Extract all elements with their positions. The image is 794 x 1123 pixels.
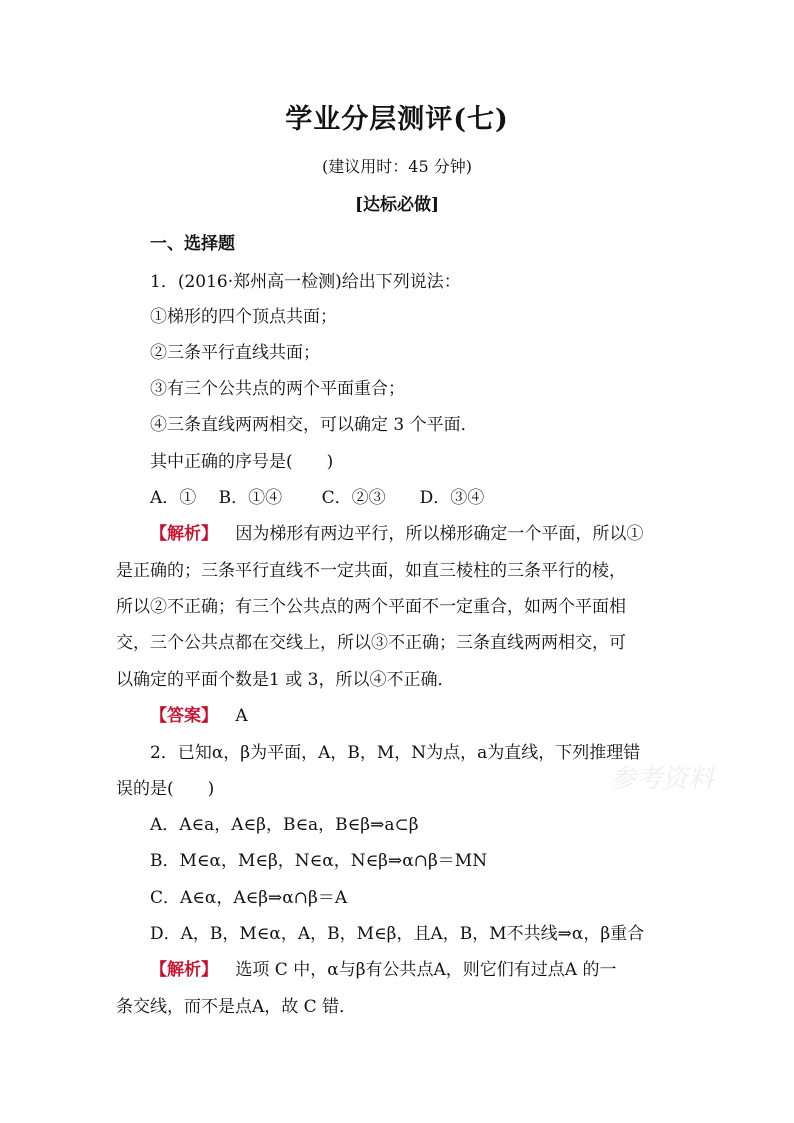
q2-option-c: C．A∈α，A∈β⇒α∩β＝A	[150, 888, 348, 908]
watermark: 参考资料	[610, 764, 715, 794]
q1-analysis-label: 【解析】	[150, 524, 218, 544]
q2-analysis-text-1: 选项 C 中，α与β有公共点A，则它们有过点A 的一	[235, 960, 617, 980]
q1-answer-line	[150, 701, 248, 726]
q1-analysis-text-4: 交，三个公共点都在交线上，所以③不正确；三条直线两两相交，可	[116, 633, 626, 653]
q1-item-3: ③有三个公共点的两个平面重合；	[150, 379, 405, 399]
q2-option-b: B．M∈α，M∈β，N∈α，N∈β⇒α∩β＝MN	[150, 851, 488, 871]
time-suggestion: (建议用时：45 分钟)	[322, 157, 472, 176]
level-tag: [达标必做]	[354, 195, 440, 215]
q1-options: A．① B．①④ C．②③ D．③④	[150, 488, 485, 508]
q1-analysis-text-1: 因为梯形有两边平行，所以梯形确定一个平面，所以①	[235, 524, 644, 544]
section-heading: 一、选择题	[150, 234, 235, 254]
q1-item-4: ④三条直线两两相交，可以确定 3 个平面．	[150, 415, 478, 435]
q2-option-d: D．A，B，M∈α，A，B，M∈β，且A，B，M不共线⇒α，β重合	[150, 924, 645, 944]
page-title: 学业分层测评(七)	[285, 104, 509, 135]
q2-stem-1: 2．已知α，β为平面，A，B，M，N为点，a为直线，下列推理错	[150, 743, 641, 763]
q1-stem: 1．(2016·郑州高一检测)给出下列说法：	[150, 272, 461, 292]
q2-analysis-label: 【解析】	[150, 960, 218, 980]
q1-analysis-text-5: 以确定的平面个数是1 或 3，所以④不正确．	[116, 670, 455, 690]
q1-analysis-text-3: 所以②不正确；有三个公共点的两个平面不一定重合，如两个平面相	[116, 597, 626, 617]
q1-answer-label: 【答案】	[150, 706, 218, 726]
q1-analysis-text-2: 是正确的；三条平行直线不一定共面，如直三棱柱的三条平行的棱，	[116, 561, 626, 581]
q2-option-a: A．A∈a，A∈β，B∈a，B∈β⇒a⊂β	[150, 815, 419, 835]
q1-item-1: ①梯形的四个顶点共面；	[150, 307, 337, 327]
q1-item-2: ②三条平行直线共面；	[150, 343, 320, 363]
q1-analysis-first-line	[150, 519, 680, 544]
q1-ask: 其中正确的序号是( )	[150, 452, 334, 472]
q2-analysis-first-line	[150, 955, 617, 980]
q2-stem-2: 误的是( )	[116, 779, 215, 799]
q1-answer-value: A	[235, 706, 248, 726]
q2-analysis-text-2: 条交线，而不是点A，故 C 错．	[116, 997, 357, 1017]
